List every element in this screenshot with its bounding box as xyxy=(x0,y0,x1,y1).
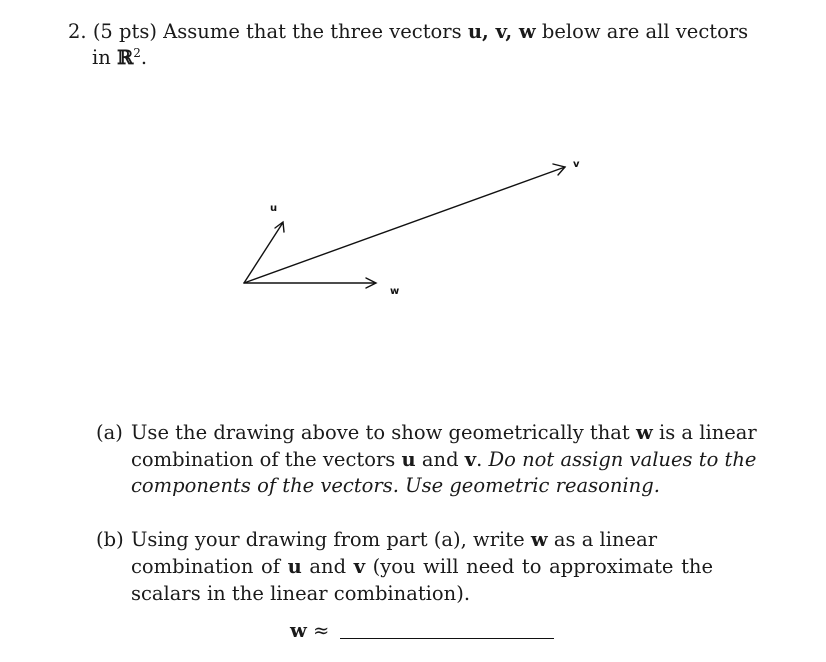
part-b-line3: scalars in the linear combination). xyxy=(131,582,471,605)
approx-symbol: ≈ xyxy=(313,619,330,642)
part-b-line2: combination of u and v (you will need to approximate the xyxy=(131,555,713,578)
problem-number: 2. xyxy=(68,20,87,43)
part-b-line1: Using your drawing from part (a), write w as a linear xyxy=(131,528,658,551)
label-v: v xyxy=(573,159,580,170)
answer-blank[interactable] xyxy=(340,624,554,639)
label-u: u xyxy=(270,203,278,214)
answer-var: w xyxy=(290,619,307,642)
space-symbol: ℝ xyxy=(117,46,134,69)
problem-statement-line2: in ℝ$^2$. xyxy=(92,46,148,69)
part-a-line3: components of the vectors. Use geometric reasoning. xyxy=(131,474,660,497)
intro-text-after: below are all vectors xyxy=(541,20,749,43)
label-w: w xyxy=(390,286,400,297)
vectors-list: u, v, w xyxy=(467,20,536,43)
intro-text: Assume that the three vectors xyxy=(163,20,462,43)
space-exponent: 2 xyxy=(133,46,141,60)
part-a-line2: combination of the vectors u and v. Do not assign values to the xyxy=(131,448,757,471)
vector-v-line xyxy=(244,167,565,283)
part-a-line1: Use the drawing above to show geometrically that w is a linear xyxy=(131,421,757,444)
part-a-label: (a) xyxy=(96,421,123,444)
vector-u-line xyxy=(244,224,282,283)
part-b-label: (b) xyxy=(96,528,124,551)
answer-line xyxy=(290,617,554,644)
problem-points: (5 pts) xyxy=(92,20,157,43)
